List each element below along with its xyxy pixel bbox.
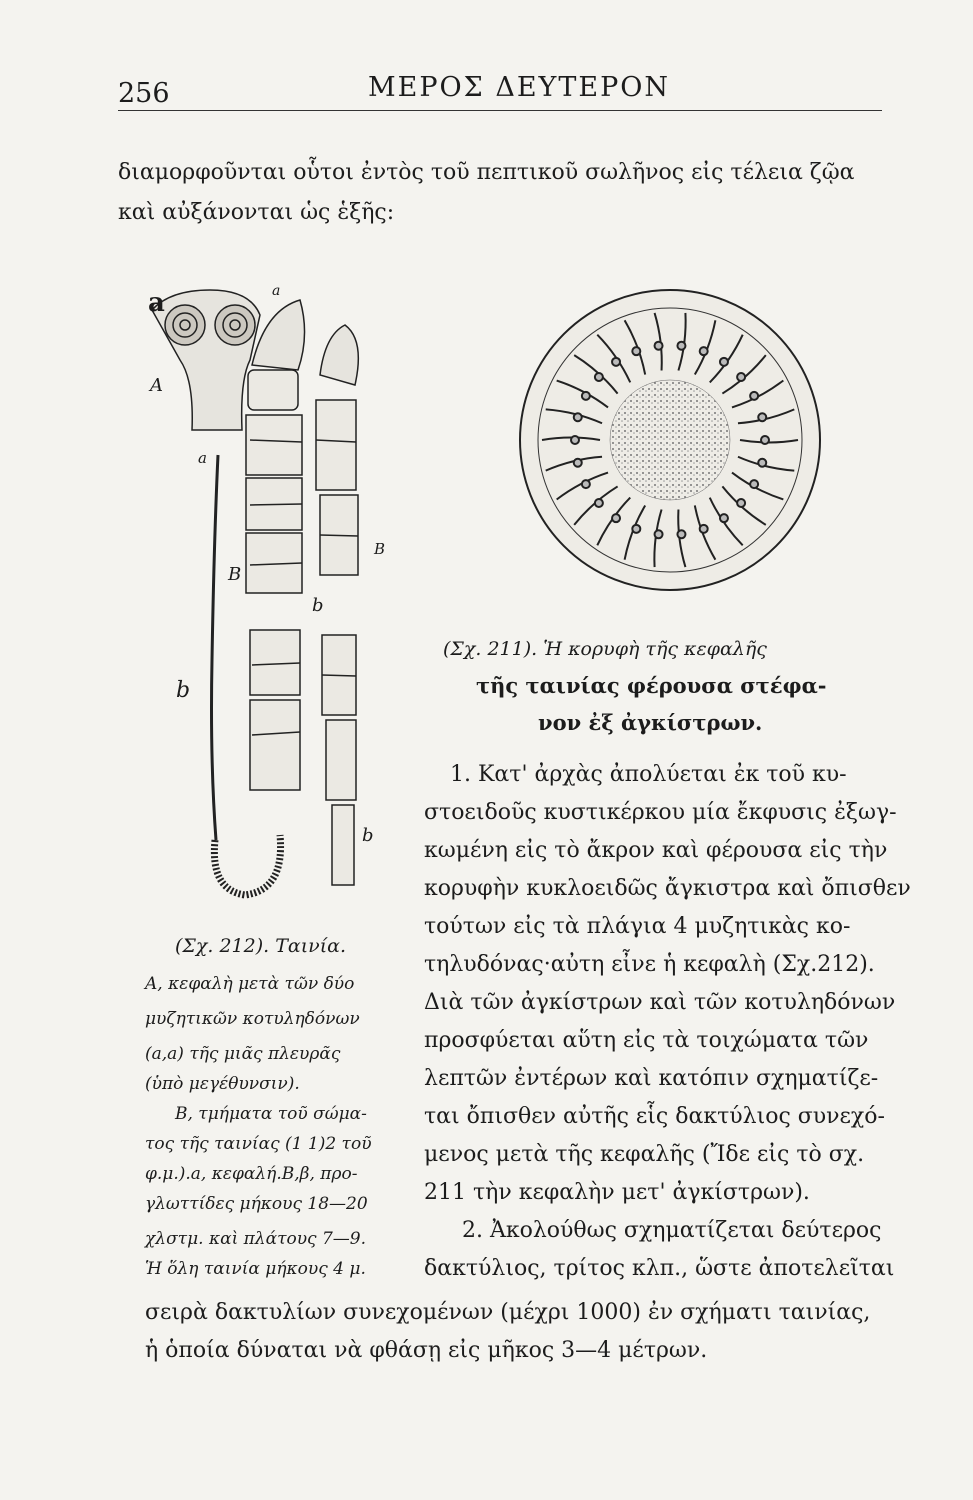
hook-bulb (677, 342, 685, 350)
hook-bulb (571, 436, 579, 444)
hook-bulb (612, 358, 620, 366)
body-line: Διὰ τῶν ἀγκίστρων καὶ τῶν κοτυληδόνων (424, 990, 896, 1015)
hook-bulb (737, 373, 745, 381)
fig212-caption-line: χλστμ. καὶ πλάτους 7—9. (145, 1229, 366, 1249)
hook-bulb (758, 459, 766, 467)
fig212-caption-line: (a,a) τῆς μιᾶς πλευρᾶς (145, 1044, 341, 1064)
page-number: 256 (118, 78, 170, 109)
header-rule (118, 110, 882, 111)
label-a-upper: a (148, 288, 165, 318)
hook-bulb (582, 480, 590, 488)
hook-bulb (700, 525, 708, 533)
label-A: A (150, 375, 163, 396)
body-line: μενος μετὰ τῆς κεφαλῆς (Ἴδε εἰς τὸ σχ. (424, 1142, 865, 1167)
body-line: 1. Κατ' ἀρχὰς ἀπολύεται ἐκ τοῦ κυ- (450, 762, 847, 787)
hook-bulb (612, 514, 620, 522)
label-b-mid: b (312, 595, 324, 616)
label-b-low: b (362, 825, 374, 846)
hook-bulb (677, 530, 685, 538)
label-b-worm: b (176, 678, 191, 703)
body-line: λεπτῶν ἐντέρων καὶ κατόπιν σχηματίζε- (424, 1066, 879, 1091)
hook-bulb (574, 413, 582, 421)
hook-bulb (632, 525, 640, 533)
fig212-caption-line: (ὑπὸ μεγέθυνσιν). (145, 1074, 300, 1094)
body-line: στοειδοῦς κυστικέρκου μία ἔκφυσις ἐξωγ- (424, 800, 897, 825)
hook-bulb (574, 459, 582, 467)
body-line: κωμένη εἰς τὸ ἄκρον καὶ φέρουσα εἰς τὴν (424, 838, 888, 863)
hook-crown-figure (515, 285, 825, 595)
body-line: τούτων εἰς τὰ πλάγια 4 μυζητικὰς κο- (424, 914, 851, 939)
body-line: σειρὰ δακτυλίων συνεχομένων (μέχρι 1000) ἐν σχήματι ταινίας, (145, 1300, 871, 1325)
hook-bulb (595, 499, 603, 507)
body-line: προσφύεται αὕτη εἰς τὰ τοιχώματα τῶν (424, 1028, 869, 1053)
body-line: τηλυδόνας·αὐτη εἶνε ἡ κεφαλὴ (Σχ.212). (424, 952, 875, 977)
hook-bulb (655, 530, 663, 538)
body-line: κορυφὴν κυκλοειδῶς ἄγκιστρα καὶ ὄπισθεν (424, 876, 911, 901)
hook-bulb (761, 436, 769, 444)
hook-bulb (720, 358, 728, 366)
fig212-caption-line: A, κεφαλὴ μετὰ τῶν δύο (145, 974, 355, 994)
label-B-right: B (374, 540, 386, 558)
hook-bulb (655, 342, 663, 350)
hook-bulb (595, 373, 603, 381)
fig212-caption-line: τος τῆς ταινίας (1 1)2 τοῦ (145, 1134, 372, 1154)
running-header: ΜΕΡΟΣ ΔΕΥΤΕΡΟΝ (368, 72, 671, 103)
fig212-caption-line: (Σχ. 212). Ταινία. (175, 935, 347, 957)
fig212-caption-line: μυζητικῶν κοτυληδόνων (145, 1009, 360, 1029)
hook-bulb (582, 392, 590, 400)
fig212-caption-line: φ.μ.).a, κεφαλή.B,β, προ- (145, 1164, 358, 1184)
fig212-caption-line: B, τμήματα τοῦ σώμα- (175, 1104, 367, 1124)
fig211-caption-line: τῆς ταινίας φέρουσα στέφα- (476, 673, 827, 698)
body-line: δακτύλιος, τρίτος κλπ., ὥστε ἀποτελεῖται (424, 1256, 895, 1281)
fig212-caption-line: γλωττίδες μήκους 18—20 (145, 1194, 368, 1214)
label-B-left: B (228, 564, 242, 585)
hook-bulb (750, 480, 758, 488)
hook-bulb (632, 347, 640, 355)
intro-line: διαμορφοῦνται οὗτοι ἐντὸς τοῦ πεπτικοῦ σωλῆνος εἰς τέλεια ζῷα (118, 160, 855, 185)
fig212-caption-line: Ἡ ὅλη ταινία μήκους 4 μ. (145, 1259, 366, 1279)
label-a-small: a (272, 283, 281, 299)
hook-bulb (750, 392, 758, 400)
tapeworm-figure (140, 280, 390, 920)
body-line: ται ὄπισθεν αὐτῆς εἷς δακτύλιος συνεχό- (424, 1104, 885, 1129)
hook-bulb (720, 514, 728, 522)
fig211-caption-line: νον ἐξ ἀγκίστρων. (538, 710, 763, 735)
body-line: 211 τὴν κεφαλὴν μετ' ἀγκίστρων). (424, 1180, 810, 1205)
fig211-caption-line: (Σχ. 211). Ἡ κορυφὴ τῆς κεφαλῆς (443, 638, 767, 660)
hook-bulb (758, 413, 766, 421)
label-a-mid: a (198, 449, 207, 467)
hook-bulb (700, 347, 708, 355)
body-line: 2. Ἀκολούθως σχηματίζεται δεύτερος (462, 1218, 882, 1243)
intro-line: καὶ αὐξάνονται ὡς ἑξῆς: (118, 200, 395, 225)
hook-bulb (737, 499, 745, 507)
body-line: ἡ ὁποία δύναται νὰ φθάσῃ εἰς μῆκος 3—4 μέτρων. (145, 1338, 708, 1363)
